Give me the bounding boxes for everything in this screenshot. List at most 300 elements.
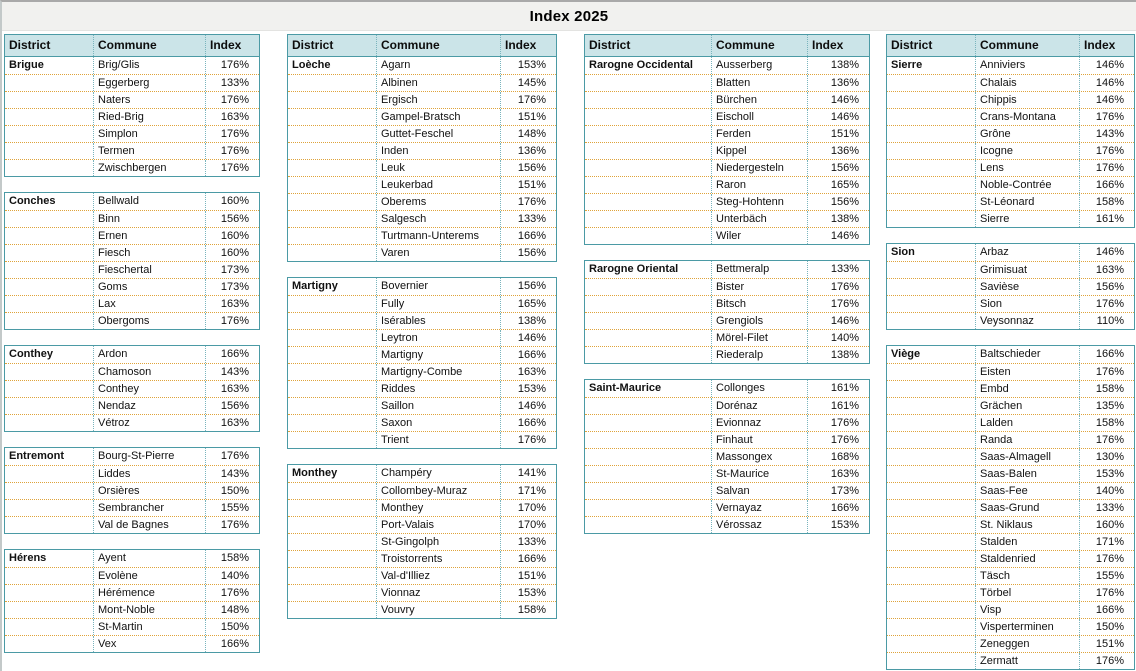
index-value-cell[interactable]: 153% [1079,466,1134,482]
district-name-cell[interactable] [5,126,93,142]
index-value-cell[interactable]: 165% [807,177,869,193]
commune-cell[interactable]: St-Gingolph [376,534,500,550]
district-name-cell[interactable] [585,415,711,431]
commune-cell[interactable]: Goms [93,279,205,295]
index-value-cell[interactable]: 173% [205,279,259,295]
district-name-cell[interactable]: Loèche [292,59,331,71]
index-value-cell[interactable]: 176% [1079,160,1134,176]
index-value-cell[interactable]: 176% [1079,551,1134,567]
district-name-cell[interactable] [887,75,975,91]
district-name-cell[interactable]: Hérens [9,552,47,564]
commune-cell[interactable]: Bitsch [711,296,807,312]
district-name-cell[interactable] [5,619,93,635]
index-value-cell[interactable]: 160% [205,193,259,210]
district-name-cell[interactable] [585,160,711,176]
index-value-cell[interactable]: 176% [500,432,556,448]
commune-cell[interactable]: Visperterminen [975,619,1079,635]
commune-cell[interactable]: Bürchen [711,92,807,108]
index-value-cell[interactable]: 176% [1079,432,1134,448]
commune-cell[interactable]: Collonges [711,380,807,397]
commune-cell[interactable]: Liddes [93,466,205,482]
district-name-cell[interactable] [887,126,975,142]
district-name-cell[interactable] [585,92,711,108]
index-value-cell[interactable]: 156% [205,398,259,414]
district-name-cell[interactable] [585,466,711,482]
index-value-cell[interactable]: 143% [1079,126,1134,142]
district-name-cell[interactable] [288,296,376,312]
commune-cell[interactable]: Savièse [975,279,1079,295]
commune-cell[interactable]: Raron [711,177,807,193]
index-value-cell[interactable]: 151% [1079,636,1134,652]
commune-cell[interactable]: Val-d'Illiez [376,568,500,584]
index-value-cell[interactable]: 166% [500,228,556,244]
district-name-cell[interactable] [585,500,711,516]
commune-cell[interactable]: Steg-Hohtenn [711,194,807,210]
column-header-index[interactable]: Index [807,35,869,56]
commune-cell[interactable]: Saas-Almagell [975,449,1079,465]
district-name-cell[interactable] [585,483,711,499]
district-name-cell[interactable] [288,585,376,601]
commune-cell[interactable]: Visp [975,602,1079,618]
district-name-cell[interactable] [5,585,93,601]
district-name-cell[interactable]: Sierre [891,59,923,71]
commune-cell[interactable]: Vionnaz [376,585,500,601]
column-header-commune[interactable]: Commune [711,35,807,56]
index-value-cell[interactable]: 148% [500,126,556,142]
commune-cell[interactable]: Ferden [711,126,807,142]
index-value-cell[interactable]: 176% [205,448,259,465]
commune-cell[interactable]: Champéry [376,465,500,482]
district-name-cell[interactable] [5,228,93,244]
commune-cell[interactable]: Monthey [376,500,500,516]
commune-cell[interactable]: Täsch [975,568,1079,584]
index-value-cell[interactable]: 176% [1079,296,1134,312]
commune-cell[interactable]: Fully [376,296,500,312]
index-value-cell[interactable]: 143% [205,466,259,482]
index-value-cell[interactable]: 176% [205,92,259,108]
commune-cell[interactable]: Zwischbergen [93,160,205,176]
commune-cell[interactable]: Trient [376,432,500,448]
district-name-cell[interactable]: Saint-Maurice [589,382,662,394]
district-name-cell[interactable] [288,143,376,159]
district-name-cell[interactable] [5,143,93,159]
commune-cell[interactable]: Leytron [376,330,500,346]
index-value-cell[interactable]: 151% [500,109,556,125]
index-value-cell[interactable]: 153% [500,57,556,74]
district-name-cell[interactable] [887,364,975,380]
commune-cell[interactable]: Guttet-Feschel [376,126,500,142]
index-value-cell[interactable]: 176% [205,313,259,329]
commune-cell[interactable]: Lens [975,160,1079,176]
district-name-cell[interactable] [887,500,975,516]
index-value-cell[interactable]: 163% [1079,262,1134,278]
commune-cell[interactable]: Hérémence [93,585,205,601]
district-name-cell[interactable] [5,245,93,261]
commune-cell[interactable]: Zeneggen [975,636,1079,652]
index-value-cell[interactable]: 160% [205,228,259,244]
column-header-index[interactable]: Index [500,35,556,56]
district-name-cell[interactable] [288,398,376,414]
index-value-cell[interactable]: 136% [500,143,556,159]
commune-cell[interactable]: Arbaz [975,244,1079,261]
district-name-cell[interactable] [288,602,376,618]
district-name-cell[interactable] [887,177,975,193]
index-value-cell[interactable]: 160% [1079,517,1134,533]
district-name-cell[interactable]: Conches [9,195,56,207]
index-value-cell[interactable]: 133% [205,75,259,91]
index-value-cell[interactable]: 155% [205,500,259,516]
district-name-cell[interactable] [288,534,376,550]
commune-cell[interactable]: Törbel [975,585,1079,601]
commune-cell[interactable]: Termen [93,143,205,159]
index-value-cell[interactable]: 146% [1079,75,1134,91]
commune-cell[interactable]: Turtmann-Unterems [376,228,500,244]
index-value-cell[interactable]: 176% [807,432,869,448]
district-name-cell[interactable] [5,568,93,584]
index-value-cell[interactable]: 165% [500,296,556,312]
district-name-cell[interactable] [585,177,711,193]
index-value-cell[interactable]: 171% [500,483,556,499]
district-name-cell[interactable] [887,262,975,278]
district-name-cell[interactable] [585,126,711,142]
commune-cell[interactable]: Grengiols [711,313,807,329]
district-name-cell[interactable] [288,92,376,108]
district-name-cell[interactable] [585,211,711,227]
commune-cell[interactable]: Gampel-Bratsch [376,109,500,125]
index-value-cell[interactable]: 110% [1079,313,1134,329]
index-value-cell[interactable]: 176% [500,194,556,210]
index-value-cell[interactable]: 163% [205,381,259,397]
commune-cell[interactable]: Ried-Brig [93,109,205,125]
commune-cell[interactable]: Baltschieder [975,346,1079,363]
index-value-cell[interactable]: 166% [500,415,556,431]
commune-cell[interactable]: Sembrancher [93,500,205,516]
commune-cell[interactable]: Naters [93,92,205,108]
index-value-cell[interactable]: 176% [205,126,259,142]
commune-cell[interactable]: Vernayaz [711,500,807,516]
index-value-cell[interactable]: 146% [1079,92,1134,108]
district-name-cell[interactable] [887,279,975,295]
index-value-cell[interactable]: 173% [807,483,869,499]
commune-cell[interactable]: Riederalp [711,347,807,363]
commune-cell[interactable]: Riddes [376,381,500,397]
district-name-cell[interactable] [5,483,93,499]
district-name-cell[interactable] [887,92,975,108]
commune-cell[interactable]: Vouvry [376,602,500,618]
district-name-cell[interactable] [5,602,93,618]
index-value-cell[interactable]: 163% [807,466,869,482]
district-name-cell[interactable] [585,109,711,125]
index-value-cell[interactable]: 166% [205,636,259,652]
index-value-cell[interactable]: 148% [205,602,259,618]
commune-cell[interactable]: Evionnaz [711,415,807,431]
index-value-cell[interactable]: 136% [807,143,869,159]
district-name-cell[interactable] [288,126,376,142]
index-value-cell[interactable]: 156% [1079,279,1134,295]
index-value-cell[interactable]: 176% [1079,653,1134,669]
column-header-district[interactable]: District [292,38,334,52]
district-name-cell[interactable]: Conthey [9,348,53,360]
index-value-cell[interactable]: 168% [807,449,869,465]
district-name-cell[interactable] [5,279,93,295]
index-value-cell[interactable]: 171% [1079,534,1134,550]
district-name-cell[interactable] [288,160,376,176]
index-value-cell[interactable]: 176% [807,296,869,312]
index-value-cell[interactable]: 150% [1079,619,1134,635]
commune-cell[interactable]: Bister [711,279,807,295]
district-name-cell[interactable]: Rarogne Oriental [589,263,679,275]
commune-cell[interactable]: Albinen [376,75,500,91]
commune-cell[interactable]: Eggerberg [93,75,205,91]
district-name-cell[interactable] [887,551,975,567]
column-header-index[interactable]: Index [1079,35,1134,56]
district-name-cell[interactable] [887,568,975,584]
district-name-cell[interactable] [288,483,376,499]
index-value-cell[interactable]: 176% [1079,585,1134,601]
index-value-cell[interactable]: 176% [205,585,259,601]
district-name-cell[interactable] [288,432,376,448]
commune-cell[interactable]: Agarn [376,57,500,74]
commune-cell[interactable]: Chalais [975,75,1079,91]
index-value-cell[interactable]: 158% [205,550,259,567]
index-value-cell[interactable]: 145% [500,75,556,91]
commune-cell[interactable]: Grächen [975,398,1079,414]
commune-cell[interactable]: Lax [93,296,205,312]
column-header-index[interactable]: Index [205,35,259,56]
index-value-cell[interactable]: 151% [807,126,869,142]
commune-cell[interactable]: Saillon [376,398,500,414]
index-value-cell[interactable]: 135% [1079,398,1134,414]
index-value-cell[interactable]: 163% [205,415,259,431]
district-name-cell[interactable] [288,211,376,227]
index-value-cell[interactable]: 161% [807,398,869,414]
commune-cell[interactable]: Leuk [376,160,500,176]
commune-cell[interactable]: Saas-Fee [975,483,1079,499]
district-name-cell[interactable] [585,432,711,448]
district-name-cell[interactable] [288,500,376,516]
commune-cell[interactable]: Ayent [93,550,205,567]
index-value-cell[interactable]: 153% [500,585,556,601]
index-value-cell[interactable]: 146% [500,330,556,346]
index-value-cell[interactable]: 136% [807,75,869,91]
index-value-cell[interactable]: 138% [807,57,869,74]
index-value-cell[interactable]: 163% [205,109,259,125]
district-name-cell[interactable] [288,415,376,431]
district-name-cell[interactable] [585,75,711,91]
index-value-cell[interactable]: 150% [205,619,259,635]
district-name-cell[interactable] [288,228,376,244]
index-value-cell[interactable]: 146% [807,313,869,329]
commune-cell[interactable]: Ergisch [376,92,500,108]
index-value-cell[interactable]: 155% [1079,568,1134,584]
index-value-cell[interactable]: 166% [1079,346,1134,363]
commune-cell[interactable]: Mörel-Filet [711,330,807,346]
district-name-cell[interactable]: Entremont [9,450,64,462]
district-name-cell[interactable] [288,568,376,584]
district-name-cell[interactable] [887,653,975,669]
index-value-cell[interactable]: 151% [500,568,556,584]
commune-cell[interactable]: Bettmeralp [711,261,807,278]
index-value-cell[interactable]: 176% [807,415,869,431]
commune-cell[interactable]: Salvan [711,483,807,499]
column-header-commune[interactable]: Commune [93,35,205,56]
district-name-cell[interactable] [5,211,93,227]
district-name-cell[interactable] [5,415,93,431]
index-value-cell[interactable]: 140% [807,330,869,346]
district-name-cell[interactable] [887,143,975,159]
district-name-cell[interactable] [5,313,93,329]
commune-cell[interactable]: Sion [975,296,1079,312]
district-name-cell[interactable] [887,109,975,125]
index-value-cell[interactable]: 133% [500,211,556,227]
commune-cell[interactable]: Evolène [93,568,205,584]
district-name-cell[interactable] [887,415,975,431]
district-name-cell[interactable] [887,619,975,635]
index-value-cell[interactable]: 146% [1079,244,1134,261]
index-value-cell[interactable]: 156% [500,160,556,176]
district-name-cell[interactable] [887,211,975,227]
district-name-cell[interactable] [288,517,376,533]
district-name-cell[interactable] [5,500,93,516]
commune-cell[interactable]: Orsières [93,483,205,499]
district-name-cell[interactable]: Sion [891,246,915,258]
district-name-cell[interactable] [5,296,93,312]
district-name-cell[interactable] [288,177,376,193]
index-value-cell[interactable]: 151% [500,177,556,193]
commune-cell[interactable]: St-Léonard [975,194,1079,210]
index-value-cell[interactable]: 166% [1079,602,1134,618]
index-value-cell[interactable]: 156% [500,245,556,261]
commune-cell[interactable]: Grimisuat [975,262,1079,278]
district-name-cell[interactable] [887,449,975,465]
index-value-cell[interactable]: 166% [500,551,556,567]
commune-cell[interactable]: Vérossaz [711,517,807,533]
district-name-cell[interactable] [288,109,376,125]
commune-cell[interactable]: Saas-Balen [975,466,1079,482]
district-name-cell[interactable] [288,381,376,397]
district-name-cell[interactable] [585,143,711,159]
commune-cell[interactable]: Chamoson [93,364,205,380]
index-value-cell[interactable]: 158% [1079,415,1134,431]
index-value-cell[interactable]: 166% [807,500,869,516]
index-value-cell[interactable]: 138% [500,313,556,329]
commune-cell[interactable]: Bovernier [376,278,500,295]
district-name-cell[interactable] [585,398,711,414]
index-value-cell[interactable]: 153% [807,517,869,533]
index-value-cell[interactable]: 133% [500,534,556,550]
district-name-cell[interactable] [887,517,975,533]
commune-cell[interactable]: Kippel [711,143,807,159]
commune-cell[interactable]: Niedergesteln [711,160,807,176]
commune-cell[interactable]: Fieschertal [93,262,205,278]
commune-cell[interactable]: Nendaz [93,398,205,414]
index-value-cell[interactable]: 161% [807,380,869,397]
commune-cell[interactable]: Crans-Montana [975,109,1079,125]
commune-cell[interactable]: Oberems [376,194,500,210]
commune-cell[interactable]: Blatten [711,75,807,91]
commune-cell[interactable]: St-Maurice [711,466,807,482]
commune-cell[interactable]: Isérables [376,313,500,329]
index-value-cell[interactable]: 141% [500,465,556,482]
district-name-cell[interactable] [585,517,711,533]
commune-cell[interactable]: Saas-Grund [975,500,1079,516]
commune-cell[interactable]: Martigny [376,347,500,363]
index-value-cell[interactable]: 163% [205,296,259,312]
index-value-cell[interactable]: 176% [807,279,869,295]
index-value-cell[interactable]: 163% [500,364,556,380]
commune-cell[interactable]: Staldenried [975,551,1079,567]
index-value-cell[interactable]: 176% [205,160,259,176]
index-value-cell[interactable]: 156% [807,194,869,210]
commune-cell[interactable]: Finhaut [711,432,807,448]
commune-cell[interactable]: Eischoll [711,109,807,125]
commune-cell[interactable]: Lalden [975,415,1079,431]
index-value-cell[interactable]: 176% [1079,109,1134,125]
commune-cell[interactable]: Mont-Noble [93,602,205,618]
commune-cell[interactable]: Eisten [975,364,1079,380]
column-header-district[interactable]: District [589,38,631,52]
commune-cell[interactable]: Randa [975,432,1079,448]
commune-cell[interactable]: Veysonnaz [975,313,1079,329]
index-value-cell[interactable]: 158% [1079,194,1134,210]
index-value-cell[interactable]: 166% [1079,177,1134,193]
district-name-cell[interactable]: Martigny [292,280,338,292]
index-value-cell[interactable]: 170% [500,517,556,533]
index-value-cell[interactable]: 140% [205,568,259,584]
index-value-cell[interactable]: 160% [205,245,259,261]
commune-cell[interactable]: Dorénaz [711,398,807,414]
district-name-cell[interactable] [288,75,376,91]
district-name-cell[interactable] [585,296,711,312]
commune-cell[interactable]: Sierre [975,211,1079,227]
district-name-cell[interactable] [887,296,975,312]
district-name-cell[interactable] [887,483,975,499]
commune-cell[interactable]: Bourg-St-Pierre [93,448,205,465]
district-name-cell[interactable] [5,517,93,533]
district-name-cell[interactable] [5,75,93,91]
commune-cell[interactable]: Conthey [93,381,205,397]
district-name-cell[interactable] [5,636,93,652]
index-value-cell[interactable]: 176% [205,517,259,533]
index-value-cell[interactable]: 176% [500,92,556,108]
index-value-cell[interactable]: 138% [807,347,869,363]
district-name-cell[interactable]: Monthey [292,467,338,479]
district-name-cell[interactable] [288,194,376,210]
commune-cell[interactable]: Binn [93,211,205,227]
district-name-cell[interactable] [585,279,711,295]
commune-cell[interactable]: St-Martin [93,619,205,635]
district-name-cell[interactable]: Viège [891,348,921,360]
commune-cell[interactable]: Ernen [93,228,205,244]
index-value-cell[interactable]: 156% [807,160,869,176]
index-value-cell[interactable]: 146% [807,109,869,125]
index-value-cell[interactable]: 146% [807,92,869,108]
index-value-cell[interactable]: 158% [500,602,556,618]
district-name-cell[interactable]: Brigue [9,59,44,71]
index-value-cell[interactable]: 156% [205,211,259,227]
commune-cell[interactable]: Wiler [711,228,807,244]
district-name-cell[interactable] [585,347,711,363]
commune-cell[interactable]: Leukerbad [376,177,500,193]
district-name-cell[interactable] [887,585,975,601]
commune-cell[interactable]: Anniviers [975,57,1079,74]
district-name-cell[interactable] [585,313,711,329]
commune-cell[interactable]: Bellwald [93,193,205,210]
index-value-cell[interactable]: 143% [205,364,259,380]
district-name-cell[interactable] [5,466,93,482]
commune-cell[interactable]: Val de Bagnes [93,517,205,533]
index-value-cell[interactable]: 146% [1079,57,1134,74]
